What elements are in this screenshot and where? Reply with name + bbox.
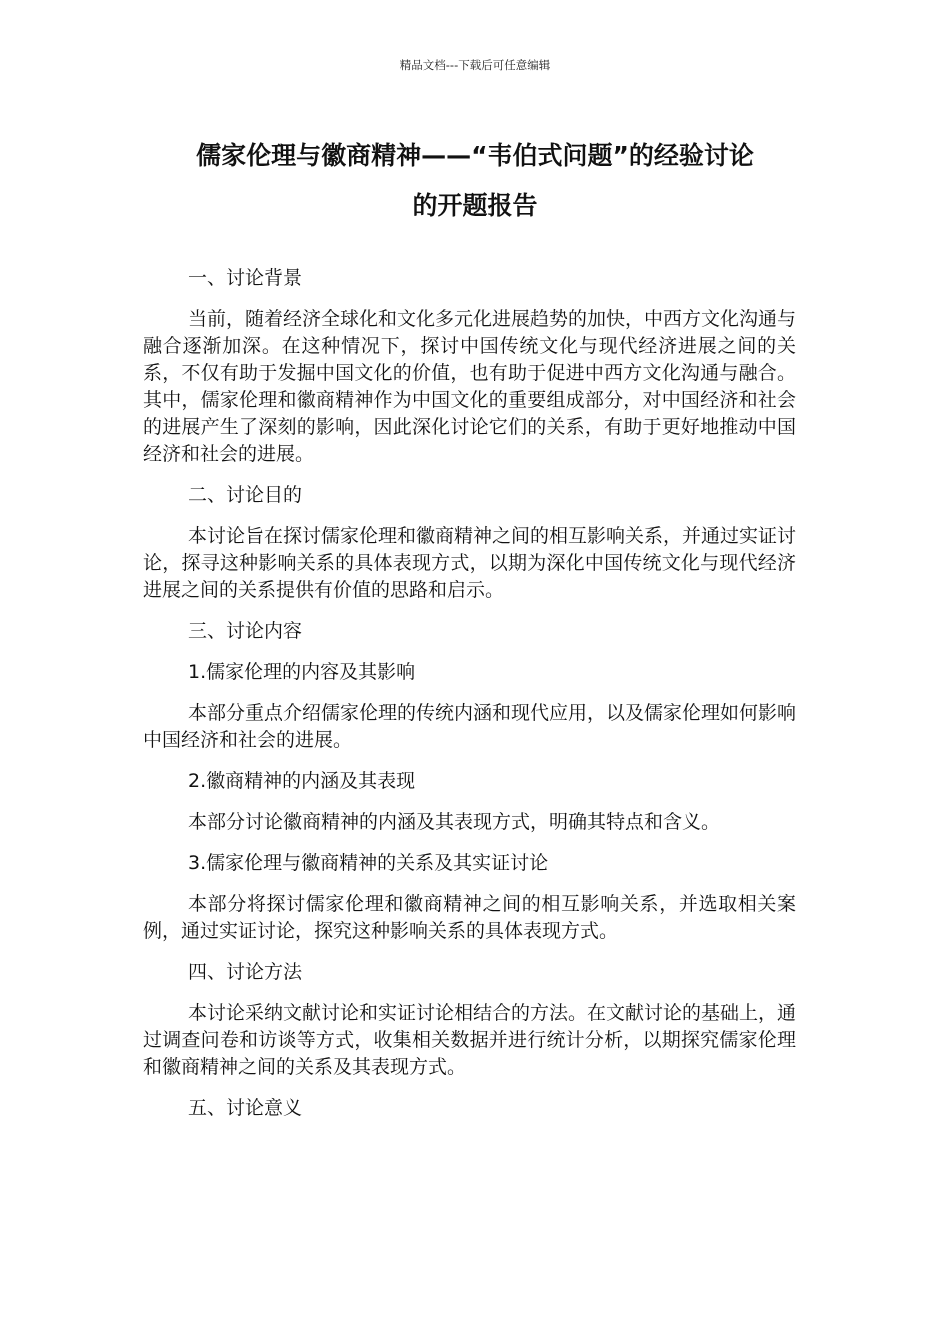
- page-header: 精品文档---下载后可任意编辑: [399, 58, 551, 72]
- paragraph-relationship: 本部分将探讨儒家伦理和徽商精神之间的相互影响关系，并选取相关案例，通过实证讨论，探究这种影响关系的具体表现方式。: [143, 893, 796, 942]
- section-heading-purpose: 二、讨论目的: [188, 484, 303, 506]
- document-title: [125, 131, 825, 231]
- paragraph-purpose: 本讨论旨在探讨儒家伦理和徽商精神之间的相互影响关系，并通过实证讨论，探寻这种影响关系的具体表现方式，以期为深化中国传统文化与现代经济进展之间的关系提供有价值的思路和启示。: [143, 525, 797, 601]
- subheading-huishang-spirit: 2.徽商精神的内涵及其表现: [188, 770, 416, 792]
- paragraph-background: 当前，随着经济全球化和文化多元化进展趋势的加快，中西方文化沟通与融合逐渐加深。在这种情况下，探讨中国传统文化与现代经济进展之间的关系，不仅有助于发掘中国文化的价值，也有助于促进中西方文化沟通与融合。其中，儒家伦理和徽商精神作为中国文化的重要组成部分，对中国经济和社会的进展产生了深刻的影响，因此深化讨论它们的关系，有助于更好地推动中国经济和社会的进展。: [143, 308, 797, 465]
- paragraph-confucian-ethics: 本部分重点介绍儒家伦理的传统内涵和现代应用，以及儒家伦理如何影响中国经济和社会的进展。: [143, 702, 797, 751]
- document-body: [143, 265, 796, 1136]
- paragraph-huishang-spirit: 本部分讨论徽商精神的内涵及其表现方式，明确其特点和含义。: [188, 811, 721, 833]
- subheading-relationship: 3.儒家伦理与徽商精神的关系及其实证讨论: [188, 852, 549, 874]
- section-heading-background: 一、讨论背景: [188, 267, 303, 289]
- section-heading-method: 四、讨论方法: [188, 961, 303, 983]
- title-line-2: 的开题报告: [412, 191, 538, 220]
- section-heading-content: 三、讨论内容: [188, 620, 303, 642]
- section-heading-significance: 五、讨论意义: [188, 1097, 303, 1119]
- paragraph-method: 本讨论采纳文献讨论和实证讨论相结合的方法。在文献讨论的基础上，通过调查问卷和访谈等方式，收集相关数据并进行统计分析，以期探究儒家伦理和徽商精神之间的关系及其表现方式。: [143, 1002, 797, 1078]
- title-line-1: 儒家伦理与徽商精神——“韦伯式问题”的经验讨论: [196, 141, 754, 170]
- subheading-confucian-ethics: 1.儒家伦理的内容及其影响: [188, 661, 416, 683]
